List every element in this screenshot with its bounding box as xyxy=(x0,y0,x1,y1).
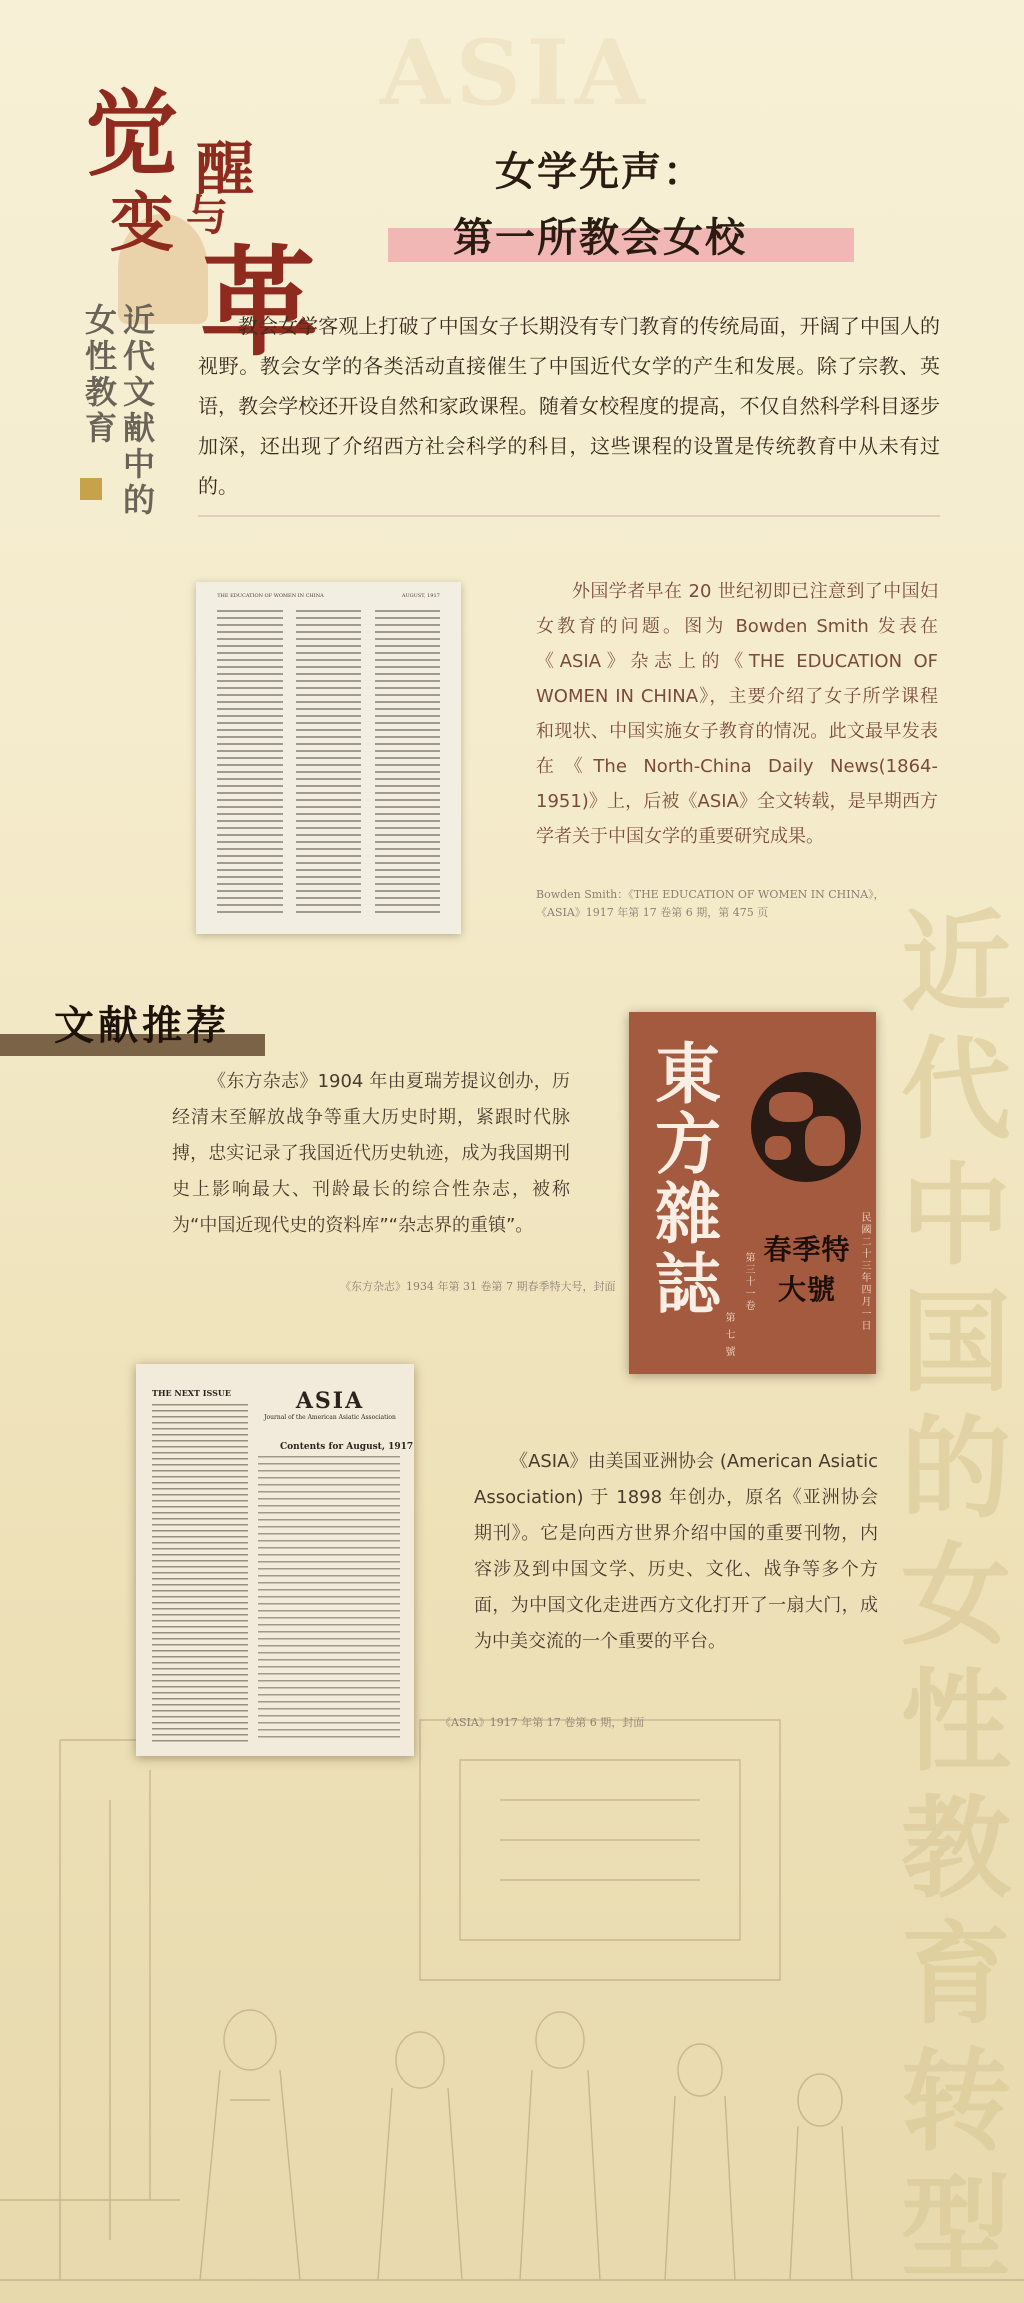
cover-date: 民國二十三年四月一日 xyxy=(859,1212,870,1332)
article1-caption-line1: Bowden Smith：《THE EDUCATION OF WOMEN IN CHINA》， xyxy=(536,888,885,901)
article1-text: 外国学者早在 20 世纪初即已注意到了中国妇女教育的问题。图为 Bowden Smith 发表在《ASIA》杂志上的《THE EDUCATION OF WOMEN IN CHINA》，主要介绍了女子所学课程和现状、中国实施女子教育的情况。此文最早发表在《The North-China Daily News(1864-1951)》上，后被《ASIA》全文转载，是早期西方学者关于中国女学的重要研究成果。 xyxy=(536,581,938,847)
logo-subtitle-left: 女性教育 xyxy=(84,301,117,447)
intro-paragraph xyxy=(198,306,940,506)
article1-caption-line2: 《ASIA》1917 年第 17 卷第 6 期，第 475 页 xyxy=(536,906,769,919)
asia-left-column xyxy=(152,1404,248,1742)
cover-masthead: 東方雜誌 xyxy=(655,1036,721,1323)
dongfang-description xyxy=(172,1064,570,1244)
background-sketch-illustration xyxy=(0,1680,1024,2303)
logo-char-xing: 醒 xyxy=(196,135,255,203)
scan-column xyxy=(217,610,282,913)
scan-text-columns xyxy=(217,610,440,913)
section-divider xyxy=(198,515,940,517)
logo-char-jue: 觉 xyxy=(86,80,179,188)
asia-magazine-page xyxy=(136,1364,414,1756)
logo-subtitle-right: 近代文献中的 xyxy=(122,301,155,519)
asia-caption: 《ASIA》1917 年第 17 卷第 6 期，封面 xyxy=(440,1716,645,1729)
cover-special-issue-title: 春季特大號 xyxy=(763,1233,851,1306)
recommend-heading: 文献推荐 xyxy=(54,1002,230,1049)
asia-contents-list xyxy=(258,1456,400,1742)
asia-masthead: ASIA xyxy=(295,1388,365,1414)
cover-number: 第 七 號 xyxy=(723,1312,734,1359)
scan-column xyxy=(296,610,361,913)
scan-header-right: AUGUST, 1917 xyxy=(401,592,440,599)
page-title-line2: 第一所教会女校 xyxy=(453,214,747,261)
cover-volume: 第三十一卷 xyxy=(743,1252,754,1312)
logo-char-bian: 变 xyxy=(110,186,174,261)
page-title-line1: 女学先声： xyxy=(495,148,705,195)
dongfang-caption: 《东方杂志》1934 年第 31 卷第 7 期春季特大号，封面 xyxy=(340,1280,616,1293)
article-scan-education-of-women xyxy=(196,582,461,934)
background-vertical-watermark: 近代中国的女性教育转型 xyxy=(901,899,1011,2292)
intro-text: 教会女学客观上打破了中国女子长期没有专门教育的传统局面，开阔了中国人的视野。教会女学的各类活动直接催生了中国近代女学的产生和发展。除了宗教、英语，教会学校还开设自然和家政课程。随着女校程度的提高，不仅自然科学科目逐步加深，还出现了介绍西方社会科学的科目，这些课程的设置是传统教育中从未有过的。 xyxy=(198,314,940,498)
background-watermark-asia: ASIA xyxy=(380,20,651,126)
logo-char-ge: 革 xyxy=(200,233,319,372)
logo-char-yu: 与 xyxy=(186,191,229,240)
scan-header-left: THE EDUCATION OF WOMEN IN CHINA xyxy=(217,592,324,599)
article1-description xyxy=(536,574,938,854)
asia-description xyxy=(474,1444,878,1660)
cover-globe-icon xyxy=(751,1072,861,1182)
article1-caption xyxy=(536,886,946,922)
dongfang-text: 《东方杂志》1904 年由夏瑞芳提议创办，历经清末至解放战争等重大历史时期，紧跟时代脉搏，忠实记录了我国近代历史轨迹，成为我国期刊史上影响最大、刊龄最长的综合性杂志，被称为“中国近现代史的资料库”“杂志界的重镇”。 xyxy=(172,1071,570,1236)
asia-contents-heading: Contents for August, 1917 xyxy=(280,1442,414,1452)
dongfang-magazine-cover xyxy=(629,1012,876,1374)
asia-text: 《ASIA》由美国亚洲协会 (American Asiatic Association) 于 1898 年创办，原名《亚洲协会期刊》。它是向西方世界介绍中国的重要刊物，内容涉及到中国文学、历史、文化、战争等多个方面，为中国文化走进西方文化打开了一扇大门，成为中美交流的一个重要的平台。 xyxy=(474,1451,878,1652)
asia-next-issue-heading: THE NEXT ISSUE xyxy=(152,1388,231,1398)
scan-column xyxy=(375,610,440,913)
asia-subtitle: Journal of the American Asiatic Association xyxy=(264,1414,396,1421)
logo-gold-square xyxy=(80,478,102,500)
